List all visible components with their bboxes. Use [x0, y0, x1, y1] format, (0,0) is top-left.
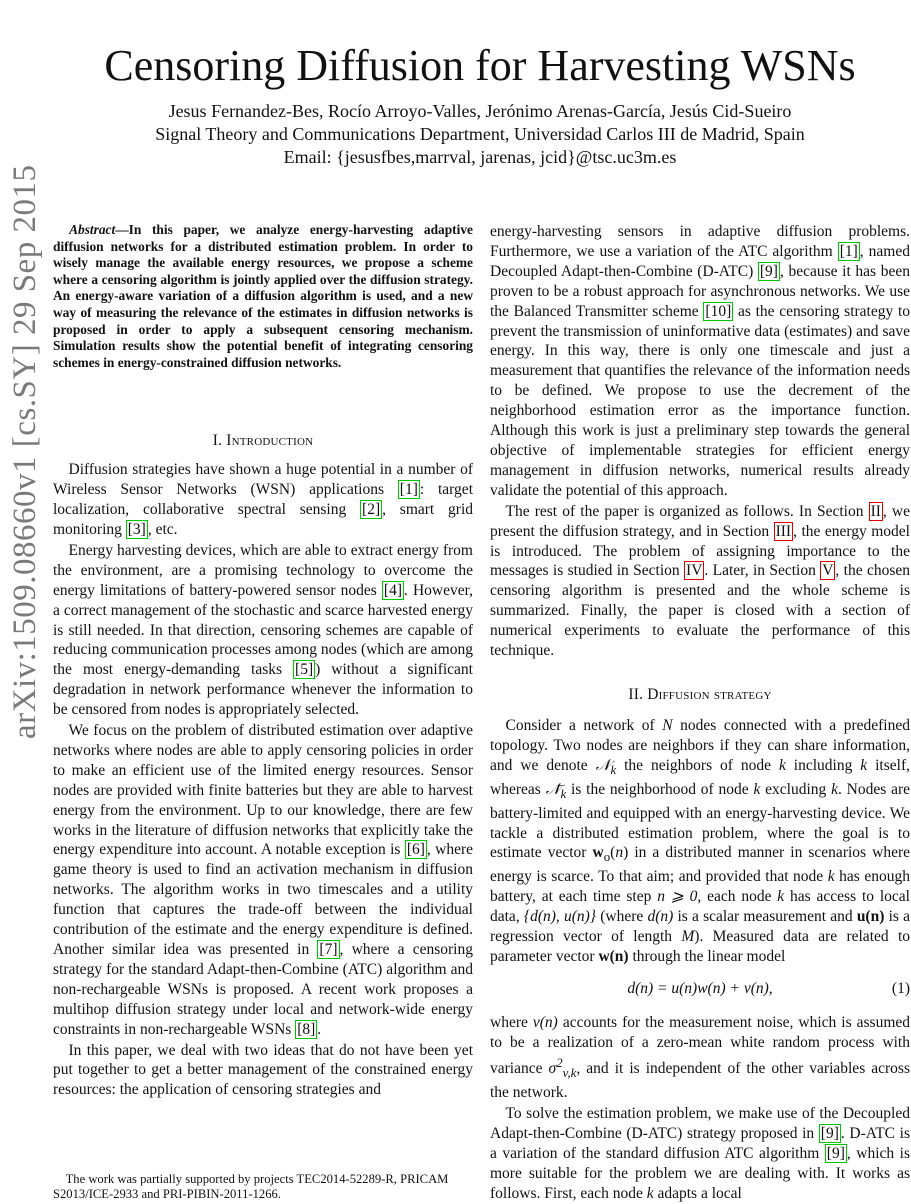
- diffusion-paragraph-1: Consider a network of N nodes connected with a predefined topology. Two nodes are neighbors if they can share information, and we denote 𝒩$_k$ the neighbors of node k including k itself, whereas $𝒩̄_k$ is the neighborhood of node k excluding k. Nodes are battery-limited and equipped with an energy-harvesting device. We tackle a distributed estimation problem, where the goal is to estimate vector $w_o(n)$ in a distributed manner in scenarios where energy is scarce. To that aim; and provided that node k has enough battery, at each time step n ⩾ 0, each node k has access to local data, {d(n), u(n)} (where d(n) is a scalar measurement and u(n) is a regression vector of length M). Measured data are related to parameter vector w(n) through the linear model: [490, 716, 911, 966]
- text-run: accounts for the measurement noise, which is assumed to be a realization of a zero-mean white random process with variance: [490, 1014, 910, 1077]
- email: Email: {jesusfbes,marrval, jarenas, jcid}@tsc.uc3m.es: [283, 147, 677, 167]
- text-run: The rest of the paper is organized as follows. In Section: [505, 502, 869, 520]
- diffusion-paragraph-2: [490, 1013, 910, 1103]
- text-run: Energy harvesting devices, which are able to extract energy from the environment, are a promising technology to overcome the energy limitations of battery-powered sensor nodes: [53, 541, 473, 599]
- text-run: is the neighborhood of node: [566, 780, 754, 798]
- intro-paragraph-4: In this paper, we deal with two ideas that do not have been yet put together to get a better management of the constrained energy resources: the application of censoring strategies and: [53, 1041, 473, 1099]
- text-run: , because it has been proven to be a robust approach for asynchronous networks. We use the Balanced Transmitter scheme: [490, 262, 910, 320]
- math-symbol: 𝒩$_k$: [595, 756, 617, 777]
- math-glyph: 𝒩: [595, 756, 611, 774]
- math-symbol: k: [777, 888, 785, 906]
- abstract-lead: Abstract: [69, 222, 116, 237]
- text-run: , the energy model is introduced. The problem of assigning importance to the messages is studied in Section: [490, 522, 910, 580]
- text-run: . D-ATC is a variation of the standard diffusion ATC algorithm: [490, 1124, 910, 1162]
- text-run: excluding: [760, 780, 832, 798]
- math-symbol: M: [681, 928, 695, 946]
- math-glyph: w: [592, 844, 604, 862]
- text-run: ) without a significant degradation in network performance whenever the information to be censored from nodes is appropriately selected.: [53, 661, 473, 719]
- math-symbol: d(n): [647, 908, 674, 926]
- text-run: has access to local data,: [490, 888, 910, 926]
- math-glyph: 𝒩̄: [545, 780, 561, 798]
- text-run: , which is more suitable for the problem we are dealing with. It works as follows. First, each node: [490, 1144, 910, 1202]
- section-title: Introduction: [226, 432, 314, 450]
- text-run: energy-harvesting sensors in adaptive diffusion problems. Furthermore, we use a variation of the ATC algorithm: [490, 223, 910, 260]
- math-symbol: u(n): [856, 908, 885, 926]
- abstract-text: —In this paper, we analyze energy-harvesting adaptive diffusion networks for a distributed estimation problem. In order to wisely manage the available energy resources, we propose a scheme where a censoring algorithm is jointly applied over the diffusion strategy. An energy-aware variation of a diffusion algorithm is used, and a new way of measuring the relevance of the estimates in diffusion networks is proposed in order to apply a subsequent censoring mechanism. Simulation results show the potential benefit of integrating censoring schemes in energy-constrained diffusion networks.: [53, 222, 473, 370]
- arxiv-watermark: arXiv:1509.08660v1 [cs.SY] 29 Sep 2015: [7, 164, 43, 739]
- section-heading-introduction: [53, 431, 473, 451]
- math-symbol: k: [753, 780, 761, 798]
- text-run: To solve the estimation problem, we make use of the Decoupled Adapt-then-Combine (D-ATC) strategy proposed in: [490, 1104, 910, 1142]
- text-run: , each node: [697, 888, 778, 906]
- math-symbol: {d(n), u(n)}: [523, 908, 597, 926]
- text-run: , where game theory is used to find an activation mechanism in diffusion networks. The algorithm works in two timescales and a utility function that captures the trade-off between the individual contribution of the estimate and the energy expenditure is defined. Another similar idea was presented in: [53, 841, 473, 958]
- citation-link[interactable]: [7]: [319, 941, 338, 958]
- equation-body: d(n) = u(n)w(n) + v(n),: [627, 980, 773, 997]
- math-symbol: w(n): [598, 948, 629, 966]
- text-run: (where: [596, 908, 648, 926]
- citation-link[interactable]: [8]: [297, 1020, 316, 1038]
- math-symbol: $\sigma^2_{v,k}$: [548, 1054, 577, 1081]
- section-title: Diffusion strategy: [647, 685, 772, 703]
- text-run: . Later, in Section: [704, 562, 821, 580]
- citation-link[interactable]: [9]: [826, 1144, 845, 1162]
- math-symbol: k: [827, 868, 835, 886]
- citation-link[interactable]: [4]: [383, 581, 402, 599]
- math-symbol: v(n): [532, 1014, 558, 1031]
- text-run: is a regression vector of length: [490, 908, 910, 946]
- author-list: Jesus Fernandez-Bes, Rocío Arroyo-Valles, Jerónimo Arenas-García, Jesús Cid-Sueiro: [168, 101, 792, 121]
- intro-paragraph-2: [53, 541, 473, 720]
- text-run: ). Measured data are related to parameter vector: [490, 928, 911, 966]
- math-symbol: $𝒩̄_k$: [545, 780, 567, 801]
- text-run: is a scalar measurement and: [673, 908, 857, 926]
- text-run: , we present the diffusion strategy, and in Section: [490, 502, 910, 540]
- math-symbol: k: [860, 756, 868, 774]
- math-symbol: N: [662, 716, 673, 734]
- citation-link[interactable]: [3]: [127, 520, 146, 538]
- abstract: [53, 222, 473, 371]
- section-ref-link[interactable]: V: [822, 562, 834, 580]
- text-run: We focus on the problem of distributed estimation over adaptive networks where nodes are able to apply censoring policies in order to make an efficient use of the limited energy resources. Sensor nodes are provided with finite batteries but they are able to harvest energy from the environment. Up to our knowledge, there are few works in the literature of diffusion networks that explicitly take the energy expenditure into account. A notable exception is: [53, 722, 473, 859]
- text-run: .: [317, 1020, 322, 1038]
- text-run: including: [785, 756, 861, 774]
- text-run: adapts a local: [653, 1184, 742, 1202]
- text-run: in a distributed manner in scenarios where energy is scarce. To that aim; and provided that node: [490, 844, 910, 886]
- section-ref-link[interactable]: IV: [686, 562, 703, 580]
- text-run: , where a censoring strategy for the standard Adapt-then-Combine (ATC) algorithm and non-rechargeable WSNs is proposed. A recent work proposes a multihop diffusion strategy under local and network-wide energy constraints in non-rechargeable WSNs: [53, 941, 473, 1038]
- math-symbol: k: [646, 1184, 654, 1202]
- citation-link[interactable]: [10]: [705, 302, 732, 320]
- equation-1: [490, 979, 910, 1001]
- text-run: Consider a network of: [505, 716, 663, 734]
- text-run: itself, whereas: [490, 756, 910, 798]
- section-number: II.: [628, 685, 648, 703]
- author-block: [60, 100, 900, 169]
- footnote: The work was partially supported by projects TEC2014-52289-R, PRICAM S2013/ICE-2933 and PRI-PIBIN-2011-1266.: [53, 1172, 449, 1201]
- citation-link[interactable]: [5]: [295, 661, 314, 679]
- text-run: , and it is independent of the other variables across the network.: [490, 1059, 910, 1101]
- intro-paragraph-1: [53, 460, 473, 540]
- paper-title: Censoring Diffusion for Harvesting WSNs: [104, 41, 856, 90]
- citation-link[interactable]: [9]: [759, 262, 778, 280]
- intro-paragraph-5: [490, 502, 910, 661]
- text-run: , the chosen censoring algorithm is presented and the whole scheme is summarized. Finally, the paper is closed with a section of numerical experiments to evaluate the performance of this technique.: [490, 562, 911, 660]
- math-symbol: k: [831, 780, 838, 798]
- text-run: as the censoring strategy to prevent the transmission of uninformative data (estimates) and save energy. In this way, there is only one timescale and just a measurement that quantifies the relevance of the information needs to be defined. We propose to use the decrement of the neighborhood estimation error as the importance function. Although this work is just a preliminary step towards the general objective of implementable strategies for efficient energy management in diffusion networks, numerical results already validate the potential of this approach.: [490, 302, 911, 499]
- section-ref-link[interactable]: III: [775, 522, 792, 540]
- citation-link[interactable]: [6]: [406, 841, 425, 859]
- section-number: I.: [212, 432, 227, 450]
- section-heading-diffusion: [490, 685, 910, 705]
- math-symbol: [593, 844, 604, 861]
- citation-link[interactable]: [1]: [839, 242, 858, 260]
- text-run: Diffusion strategies have shown a huge potential in a number of Wireless Sensor Networks (WSN) applications: [53, 461, 473, 499]
- intro-paragraph-3: [53, 721, 473, 1040]
- citation-link[interactable]: [2]: [362, 501, 381, 519]
- text-run: . However, a correct management of the stochastic and scarce harvested energy is still needed. In that direction, censoring schemes are capable of reducing communication processes among nodes (which are among the most energy-demanding tasks: [53, 581, 473, 679]
- math-symbol: n ⩾ 0: [657, 888, 698, 906]
- text-run: , smart grid monitoring: [53, 501, 474, 538]
- text-run: nodes connected with a predefined topology. Two nodes are neighbors if they can share information, and we denote: [490, 716, 910, 774]
- affiliation: Signal Theory and Communications Department, Universidad Carlos III de Madrid, Spain: [155, 124, 805, 144]
- text-run: where: [490, 1014, 533, 1031]
- math-glyph: σ: [548, 1059, 557, 1077]
- equation-number: (1): [891, 980, 910, 997]
- text-run: through the linear model: [628, 948, 786, 966]
- left-column: [53, 222, 473, 1101]
- text-run: has enough battery, at each time step: [490, 868, 910, 906]
- diffusion-paragraph-3: [490, 1104, 910, 1204]
- text-run: the neighbors of node: [616, 756, 779, 774]
- citation-link[interactable]: [1]: [399, 481, 418, 499]
- text-run: , named Decoupled Adapt-then-Combine (D-ATC): [490, 242, 910, 280]
- citation-link[interactable]: [9]: [820, 1124, 839, 1142]
- text-run: . Nodes are battery-limited and equipped with an energy-harvesting device. We tackle a distributed estimation problem, where the goal is to estimate vector: [490, 780, 911, 862]
- right-column: [490, 222, 910, 1204]
- text-run: : target localization, collaborative spectral sensing: [53, 481, 473, 519]
- math-symbol: k: [778, 756, 786, 774]
- section-ref-link[interactable]: II: [870, 502, 881, 520]
- text-run: , etc.: [147, 520, 178, 538]
- intro-paragraph-4-continued: [490, 222, 910, 501]
